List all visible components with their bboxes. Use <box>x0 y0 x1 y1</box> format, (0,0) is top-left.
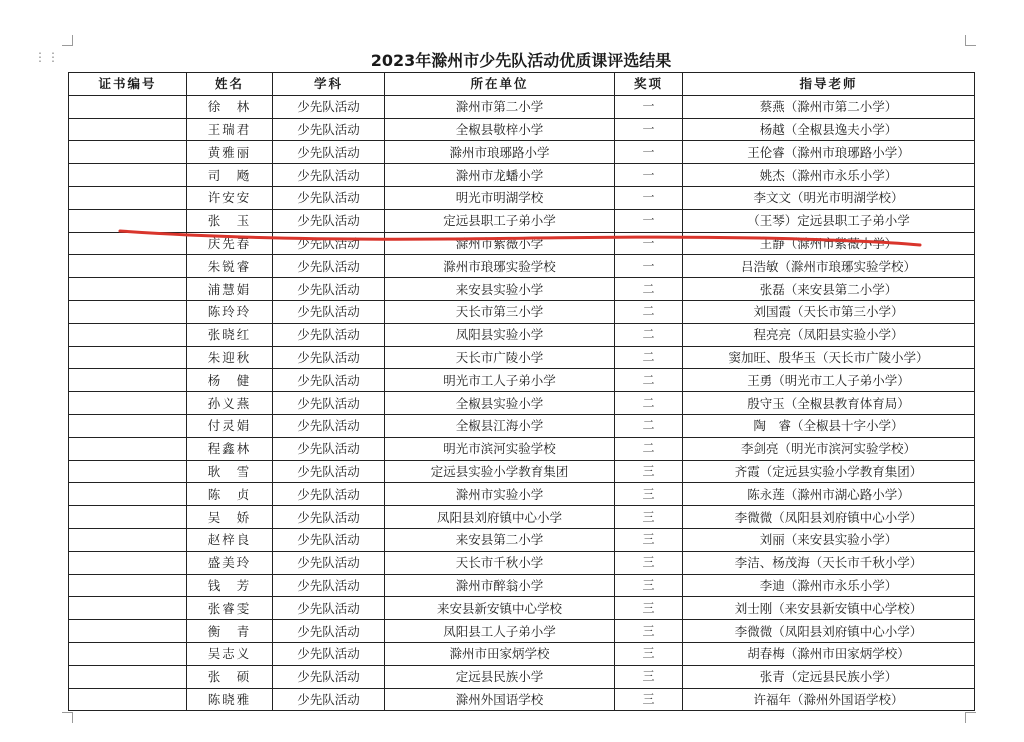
name-cell: 孙义燕 <box>187 392 273 415</box>
name-cell: 徐 林 <box>187 95 273 118</box>
award-cell: 三 <box>615 551 683 574</box>
subject-cell: 少先队活动 <box>273 642 385 665</box>
award-cell: 一 <box>615 186 683 209</box>
subject-cell: 少先队活动 <box>273 255 385 278</box>
subject-cell: 少先队活动 <box>273 141 385 164</box>
unit-cell: 天长市千秋小学 <box>385 551 615 574</box>
name-cell: 盛美玲 <box>187 551 273 574</box>
cert-number-cell <box>69 118 187 141</box>
advisor-cell: 刘国霞（天长市第三小学） <box>683 300 975 323</box>
table-row <box>69 186 975 209</box>
cert-number-cell <box>69 186 187 209</box>
unit-cell: 来安县第二小学 <box>385 528 615 551</box>
subject-cell: 少先队活动 <box>273 506 385 529</box>
unit-cell: 来安县实验小学 <box>385 278 615 301</box>
drag-handle-icon[interactable]: ⋮⋮ <box>34 50 60 64</box>
advisor-cell: 刘丽（来安县实验小学） <box>683 528 975 551</box>
advisor-cell: 张青（定远县民族小学） <box>683 665 975 688</box>
table-row <box>69 620 975 643</box>
advisor-cell: 王勇（明光市工人子弟小学） <box>683 369 975 392</box>
cert-number-cell <box>69 528 187 551</box>
advisor-cell: 吕浩敏（滁州市琅琊实验学校） <box>683 255 975 278</box>
table-row <box>69 255 975 278</box>
table-row <box>69 688 975 711</box>
column-header-advisor: 指导老师 <box>683 73 975 96</box>
cert-number-cell <box>69 164 187 187</box>
name-cell: 庆先春 <box>187 232 273 255</box>
cert-number-cell <box>69 346 187 369</box>
advisor-cell: 陈永莲（滁州市湖心路小学） <box>683 483 975 506</box>
name-cell: 黄雅丽 <box>187 141 273 164</box>
column-header-cert-no: 证书编号 <box>69 73 187 96</box>
award-cell: 一 <box>615 209 683 232</box>
unit-cell: 天长市第三小学 <box>385 300 615 323</box>
name-cell: 吴 娇 <box>187 506 273 529</box>
subject-cell: 少先队活动 <box>273 323 385 346</box>
award-cell: 三 <box>615 620 683 643</box>
table-row <box>69 460 975 483</box>
subject-cell: 少先队活动 <box>273 574 385 597</box>
table-row <box>69 118 975 141</box>
name-cell: 张 玉 <box>187 209 273 232</box>
unit-cell: 定远县民族小学 <box>385 665 615 688</box>
subject-cell: 少先队活动 <box>273 392 385 415</box>
name-cell: 陈晓雅 <box>187 688 273 711</box>
award-cell: 二 <box>615 437 683 460</box>
award-cell: 二 <box>615 392 683 415</box>
unit-cell: 滁州市龙蟠小学 <box>385 164 615 187</box>
advisor-cell: 程亮亮（凤阳县实验小学） <box>683 323 975 346</box>
table-row <box>69 597 975 620</box>
page-corner-mark <box>965 712 976 723</box>
advisor-cell: 李微微（凤阳县刘府镇中心小学） <box>683 620 975 643</box>
name-cell: 朱迎秋 <box>187 346 273 369</box>
name-cell: 王瑞君 <box>187 118 273 141</box>
cert-number-cell <box>69 278 187 301</box>
award-cell: 三 <box>615 597 683 620</box>
table-row <box>69 209 975 232</box>
award-cell: 三 <box>615 506 683 529</box>
name-cell: 张晓红 <box>187 323 273 346</box>
name-cell: 赵梓良 <box>187 528 273 551</box>
table-row <box>69 369 975 392</box>
subject-cell: 少先队活动 <box>273 369 385 392</box>
unit-cell: 凤阳县刘府镇中心小学 <box>385 506 615 529</box>
advisor-cell: 王静（滁州市紫薇小学） <box>683 232 975 255</box>
table-row <box>69 551 975 574</box>
table-row <box>69 506 975 529</box>
name-cell: 吴志义 <box>187 642 273 665</box>
advisor-cell: 李微微（凤阳县刘府镇中心小学） <box>683 506 975 529</box>
unit-cell: 全椒县敬梓小学 <box>385 118 615 141</box>
table-row <box>69 437 975 460</box>
subject-cell: 少先队活动 <box>273 346 385 369</box>
name-cell: 陈玲玲 <box>187 300 273 323</box>
award-cell: 二 <box>615 323 683 346</box>
cert-number-cell <box>69 665 187 688</box>
award-cell: 一 <box>615 95 683 118</box>
column-header-unit: 所在单位 <box>385 73 615 96</box>
award-cell: 一 <box>615 164 683 187</box>
subject-cell: 少先队活动 <box>273 620 385 643</box>
table-row <box>69 528 975 551</box>
table-row <box>69 483 975 506</box>
subject-cell: 少先队活动 <box>273 278 385 301</box>
award-cell: 三 <box>615 574 683 597</box>
award-cell: 二 <box>615 369 683 392</box>
name-cell: 许安安 <box>187 186 273 209</box>
award-cell: 三 <box>615 460 683 483</box>
subject-cell: 少先队活动 <box>273 300 385 323</box>
table-header-row <box>69 73 975 96</box>
advisor-cell: 齐霞（定远县实验小学教育集团） <box>683 460 975 483</box>
name-cell: 司 飏 <box>187 164 273 187</box>
subject-cell: 少先队活动 <box>273 597 385 620</box>
advisor-cell: 李洁、杨茂海（天长市千秋小学） <box>683 551 975 574</box>
cert-number-cell <box>69 597 187 620</box>
advisor-cell: 许福年（滁州外国语学校） <box>683 688 975 711</box>
unit-cell: 滁州市田家炳学校 <box>385 642 615 665</box>
advisor-cell: 李剑亮（明光市滨河实验学校） <box>683 437 975 460</box>
subject-cell: 少先队活动 <box>273 95 385 118</box>
unit-cell: 来安县新安镇中心学校 <box>385 597 615 620</box>
unit-cell: 滁州市琅琊路小学 <box>385 141 615 164</box>
unit-cell: 凤阳县工人子弟小学 <box>385 620 615 643</box>
advisor-cell: （王琴）定远县职工子弟小学 <box>683 209 975 232</box>
award-cell: 三 <box>615 528 683 551</box>
award-cell: 一 <box>615 232 683 255</box>
advisor-cell: 李文文（明光市明湖学校） <box>683 186 975 209</box>
subject-cell: 少先队活动 <box>273 688 385 711</box>
award-cell: 三 <box>615 688 683 711</box>
award-cell: 三 <box>615 642 683 665</box>
name-cell: 衡 青 <box>187 620 273 643</box>
unit-cell: 明光市明湖学校 <box>385 186 615 209</box>
cert-number-cell <box>69 300 187 323</box>
table-row <box>69 300 975 323</box>
cert-number-cell <box>69 688 187 711</box>
subject-cell: 少先队活动 <box>273 118 385 141</box>
cert-number-cell <box>69 369 187 392</box>
cert-number-cell <box>69 551 187 574</box>
cert-number-cell <box>69 506 187 529</box>
advisor-cell: 窦加旺、殷华玉（天长市广陵小学） <box>683 346 975 369</box>
unit-cell: 滁州市实验小学 <box>385 483 615 506</box>
page-corner-mark <box>62 35 73 46</box>
cert-number-cell <box>69 95 187 118</box>
table-row <box>69 232 975 255</box>
unit-cell: 滁州市第二小学 <box>385 95 615 118</box>
unit-cell: 滁州市醉翁小学 <box>385 574 615 597</box>
table-row <box>69 665 975 688</box>
award-cell: 三 <box>615 665 683 688</box>
name-cell: 张 硕 <box>187 665 273 688</box>
advisor-cell: 殷守玉（全椒县教育体育局） <box>683 392 975 415</box>
unit-cell: 滁州外国语学校 <box>385 688 615 711</box>
table-row <box>69 346 975 369</box>
award-cell: 一 <box>615 118 683 141</box>
unit-cell: 明光市滨河实验学校 <box>385 437 615 460</box>
award-cell: 二 <box>615 414 683 437</box>
award-cell: 一 <box>615 255 683 278</box>
cert-number-cell <box>69 460 187 483</box>
cert-number-cell <box>69 323 187 346</box>
subject-cell: 少先队活动 <box>273 483 385 506</box>
unit-cell: 定远县实验小学教育集团 <box>385 460 615 483</box>
unit-cell: 全椒县实验小学 <box>385 392 615 415</box>
unit-cell: 明光市工人子弟小学 <box>385 369 615 392</box>
subject-cell: 少先队活动 <box>273 164 385 187</box>
name-cell: 杨 健 <box>187 369 273 392</box>
column-header-name: 姓名 <box>187 73 273 96</box>
column-header-subject: 学科 <box>273 73 385 96</box>
column-header-award: 奖项 <box>615 73 683 96</box>
award-cell: 二 <box>615 300 683 323</box>
cert-number-cell <box>69 437 187 460</box>
name-cell: 钱 芳 <box>187 574 273 597</box>
document-title: 2023年滁州市少先队活动优质课评选结果 <box>370 51 672 70</box>
table-row <box>69 392 975 415</box>
subject-cell: 少先队活动 <box>273 437 385 460</box>
table-row <box>69 414 975 437</box>
name-cell: 陈 贞 <box>187 483 273 506</box>
subject-cell: 少先队活动 <box>273 528 385 551</box>
advisor-cell: 杨越（全椒县逸夫小学） <box>683 118 975 141</box>
name-cell: 付灵娟 <box>187 414 273 437</box>
name-cell: 程鑫林 <box>187 437 273 460</box>
advisor-cell: 胡春梅（滁州市田家炳学校） <box>683 642 975 665</box>
cert-number-cell <box>69 209 187 232</box>
advisor-cell: 张磊（来安县第二小学） <box>683 278 975 301</box>
name-cell: 朱锐睿 <box>187 255 273 278</box>
name-cell: 张睿雯 <box>187 597 273 620</box>
cert-number-cell <box>69 232 187 255</box>
subject-cell: 少先队活动 <box>273 460 385 483</box>
table-row <box>69 278 975 301</box>
cert-number-cell <box>69 642 187 665</box>
advisor-cell: 陶 睿（全椒县十字小学） <box>683 414 975 437</box>
table-row <box>69 323 975 346</box>
unit-cell: 定远县职工子弟小学 <box>385 209 615 232</box>
cert-number-cell <box>69 414 187 437</box>
cert-number-cell <box>69 620 187 643</box>
table-row <box>69 164 975 187</box>
name-cell: 浦慧娟 <box>187 278 273 301</box>
subject-cell: 少先队活动 <box>273 186 385 209</box>
unit-cell: 天长市广陵小学 <box>385 346 615 369</box>
subject-cell: 少先队活动 <box>273 665 385 688</box>
advisor-cell: 刘士刚（来安县新安镇中心学校） <box>683 597 975 620</box>
unit-cell: 全椒县江海小学 <box>385 414 615 437</box>
award-cell: 三 <box>615 483 683 506</box>
subject-cell: 少先队活动 <box>273 232 385 255</box>
advisor-cell: 姚杰（滁州市永乐小学） <box>683 164 975 187</box>
page-corner-mark <box>965 35 976 46</box>
cert-number-cell <box>69 141 187 164</box>
award-cell: 二 <box>615 346 683 369</box>
results-table <box>68 72 975 711</box>
advisor-cell: 蔡燕（滁州市第二小学） <box>683 95 975 118</box>
unit-cell: 滁州市紫薇小学 <box>385 232 615 255</box>
table-row <box>69 141 975 164</box>
award-cell: 二 <box>615 278 683 301</box>
award-cell: 一 <box>615 141 683 164</box>
subject-cell: 少先队活动 <box>273 414 385 437</box>
advisor-cell: 王伦睿（滁州市琅琊路小学） <box>683 141 975 164</box>
table-row <box>69 642 975 665</box>
cert-number-cell <box>69 392 187 415</box>
page-corner-mark <box>62 712 73 723</box>
subject-cell: 少先队活动 <box>273 551 385 574</box>
table-row <box>69 95 975 118</box>
cert-number-cell <box>69 574 187 597</box>
table-row <box>69 574 975 597</box>
name-cell: 耿 雪 <box>187 460 273 483</box>
cert-number-cell <box>69 255 187 278</box>
unit-cell: 凤阳县实验小学 <box>385 323 615 346</box>
unit-cell: 滁州市琅琊实验学校 <box>385 255 615 278</box>
cert-number-cell <box>69 483 187 506</box>
advisor-cell: 李迪（滁州市永乐小学） <box>683 574 975 597</box>
subject-cell: 少先队活动 <box>273 209 385 232</box>
